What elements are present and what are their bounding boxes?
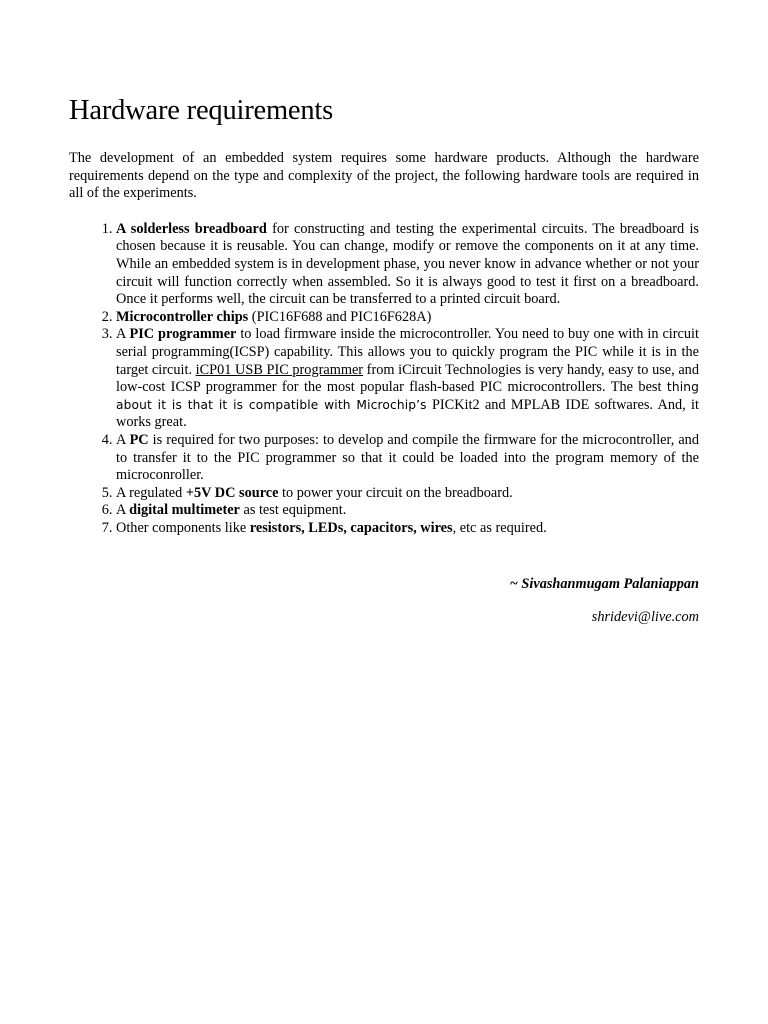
- document-page: [69, 94, 699, 626]
- item-text-after-link: from iCircuit Technologies is very handy, easy to use, and low-cost ICSP programmer for the most popular flash-based PIC microcontrollers. The best: [116, 361, 699, 396]
- list-item: [116, 432, 699, 485]
- list-item: [116, 520, 699, 538]
- intro-paragraph: The development of an embedded system requires some hardware products. Although the hardware requirements depend on the type and complexity of the project, the following hardware tools are required in all of the experiments.: [69, 150, 699, 202]
- item-tail-text: PICKit2 and MPLAB IDE softwares. And, it works great.: [116, 396, 699, 431]
- item-bold-text: Microcontroller chips: [116, 308, 249, 325]
- list-item: [116, 309, 699, 327]
- programmer-link[interactable]: iCP01 USB PIC programmer: [195, 361, 364, 378]
- item-bold-text: digital multimeter: [129, 502, 240, 519]
- item-bold-text: resistors, LEDs, capacitors, wires: [249, 519, 453, 536]
- item-text: as test equipment.: [239, 502, 347, 519]
- item-bold-text: +5V DC source: [185, 484, 279, 501]
- author-signature: ~ Sivashanmugam Palaniappan: [509, 576, 699, 593]
- item-prefix: A regulated: [116, 484, 186, 501]
- list-item: [116, 485, 699, 503]
- list-item: [116, 502, 699, 520]
- item-bold-text: PIC programmer: [129, 326, 237, 343]
- item-bold-text: A solderless breadboard: [116, 220, 267, 237]
- item-text: to power your circuit on the breadboard.: [278, 484, 513, 501]
- list-item: [116, 221, 699, 309]
- item-text: (PIC16F688 and PIC16F628A): [248, 308, 432, 325]
- page-title: Hardware requirements: [69, 95, 334, 126]
- list-item: [116, 326, 699, 432]
- item-alt-font-text: thing about it is that it is compatible with Microchip’s: [116, 380, 699, 412]
- item-text: is required for two purposes: to develop and compile the firmware for the microcontroller, and to transfer it to the PIC programmer so that it could be loaded into the program memory of the microconroller.: [116, 431, 699, 484]
- item-text: for constructing and testing the experimental circuits. The breadboard is chosen because it is reusable. You can change, modify or remove the components on it at any time. While an embedded system is in development phase, you never know in advance whether or not your circuit will function correctly when assembled. So it is always good to test it first on a breadboard. Once it performs well, the circuit can be transferred to a printed circuit board.: [116, 220, 699, 308]
- item-text: , etc as required.: [452, 519, 547, 536]
- item-prefix: Other components like: [116, 519, 250, 536]
- item-text: to load firmware inside the microcontroller. You need to buy one with in circuit serial programming(ICSP) capability. This allows you to quickly program the PIC while it is in the target circuit.: [116, 326, 699, 378]
- author-email: shridevi@live.com: [591, 609, 699, 626]
- item-bold-text: PC: [129, 431, 149, 448]
- requirements-list: [69, 221, 699, 538]
- item-prefix: A: [116, 326, 130, 343]
- item-prefix: A: [116, 502, 130, 519]
- item-prefix: A: [116, 431, 130, 448]
